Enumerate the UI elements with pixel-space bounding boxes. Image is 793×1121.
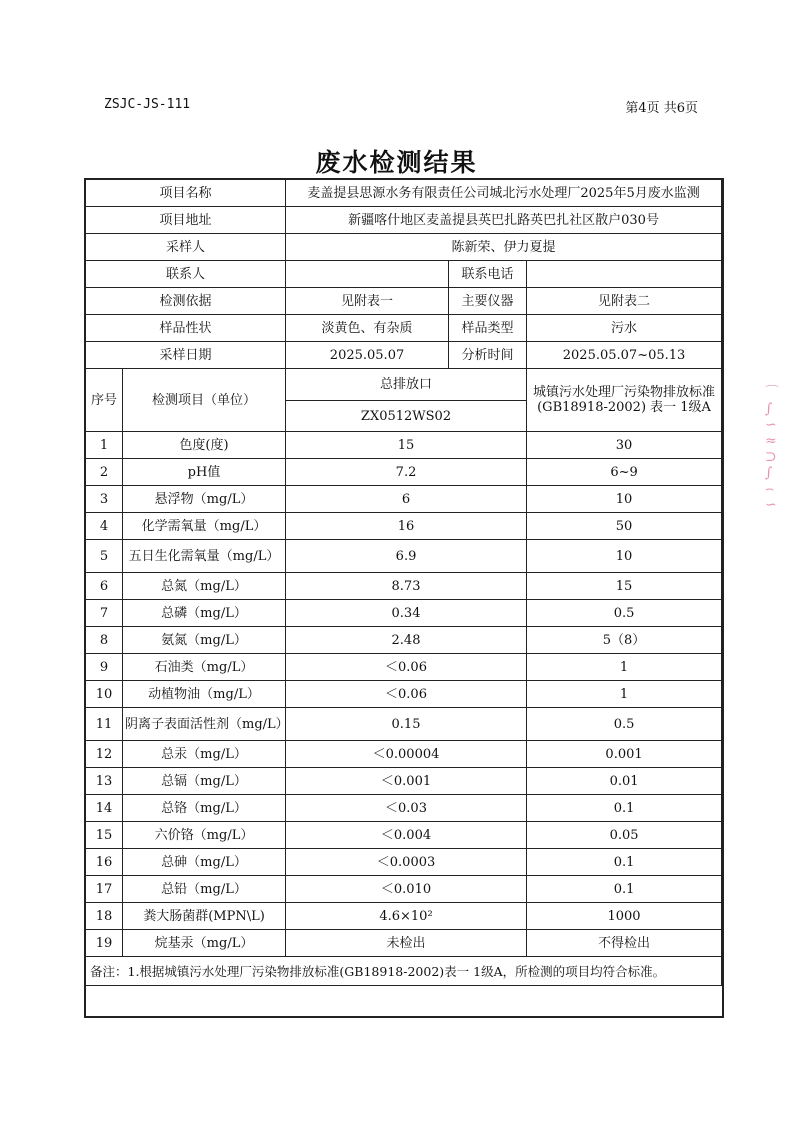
row-value: 15	[286, 432, 527, 459]
row-value: ＜0.06	[286, 681, 527, 708]
row-value: ＜0.00004	[286, 741, 527, 768]
info-row	[86, 315, 722, 342]
row-standard: 0.5	[527, 600, 722, 627]
contact-label: 联系人	[86, 261, 286, 288]
row-standard: 1	[527, 654, 722, 681]
row-standard: 10	[527, 486, 722, 513]
row-seq: 8	[86, 627, 123, 654]
table-row	[86, 486, 722, 513]
seal-stamp: ⌒ ∫ ∽ ≈ ⊃ ∫ ⌢ ∽	[765, 385, 779, 513]
row-seq: 14	[86, 795, 123, 822]
row-standard: 50	[527, 513, 722, 540]
table-row	[86, 768, 722, 795]
row-item: 总氮（mg/L）	[123, 573, 286, 600]
row-standard: 0.1	[527, 795, 722, 822]
row-standard: 0.1	[527, 876, 722, 903]
info-row	[86, 234, 722, 261]
project-address-value: 新疆喀什地区麦盖提县英巴扎路英巴扎社区散户030号	[286, 207, 722, 234]
sampling-date-label: 采样日期	[86, 342, 286, 369]
row-standard: 0.001	[527, 741, 722, 768]
row-item: 粪大肠菌群(MPN\L)	[123, 903, 286, 930]
contact-value	[286, 261, 449, 288]
row-seq: 7	[86, 600, 123, 627]
row-standard: 1000	[527, 903, 722, 930]
result-rows	[86, 432, 722, 957]
table-row	[86, 513, 722, 540]
row-item: 六价铬（mg/L）	[123, 822, 286, 849]
row-seq: 17	[86, 876, 123, 903]
row-standard: 10	[527, 540, 722, 573]
row-item: 总铬（mg/L）	[123, 795, 286, 822]
outlet-header: 总排放口	[286, 369, 527, 401]
table-row	[86, 930, 722, 957]
row-standard: 0.01	[527, 768, 722, 795]
page-number: 第4页 共6页	[625, 101, 698, 116]
row-item: 烷基汞（mg/L）	[123, 930, 286, 957]
table-row	[86, 627, 722, 654]
row-seq: 1	[86, 432, 123, 459]
project-address-label: 项目地址	[86, 207, 286, 234]
row-seq: 10	[86, 681, 123, 708]
row-seq: 16	[86, 849, 123, 876]
row-seq: 9	[86, 654, 123, 681]
row-item: 总铅（mg/L）	[123, 876, 286, 903]
row-item: pH值	[123, 459, 286, 486]
row-seq: 4	[86, 513, 123, 540]
row-seq: 11	[86, 708, 123, 741]
row-item: 石油类（mg/L）	[123, 654, 286, 681]
row-item: 化学需氧量（mg/L）	[123, 513, 286, 540]
row-standard: 1	[527, 681, 722, 708]
row-value: 2.48	[286, 627, 527, 654]
info-section	[86, 180, 722, 432]
row-item: 色度(度)	[123, 432, 286, 459]
row-standard: 15	[527, 573, 722, 600]
phone-label: 联系电话	[449, 261, 527, 288]
table-row	[86, 681, 722, 708]
row-seq: 5	[86, 540, 123, 573]
row-item: 总汞（mg/L）	[123, 741, 286, 768]
basis-label: 检测依据	[86, 288, 286, 315]
page-title: 废水检测结果	[315, 148, 478, 177]
table-row	[86, 654, 722, 681]
sample-property-value: 淡黄色、有杂质	[286, 315, 449, 342]
instrument-label: 主要仪器	[449, 288, 527, 315]
sampling-date-value: 2025.05.07	[286, 342, 449, 369]
results-header-row	[86, 369, 722, 401]
table-row	[86, 903, 722, 930]
table-row	[86, 432, 722, 459]
table-row	[86, 459, 722, 486]
row-value: ＜0.0003	[286, 849, 527, 876]
row-seq: 6	[86, 573, 123, 600]
row-item: 氨氮（mg/L）	[123, 627, 286, 654]
analysis-time-value: 2025.05.07~05.13	[527, 342, 722, 369]
seq-header: 序号	[86, 369, 123, 432]
sample-type-value: 污水	[527, 315, 722, 342]
results-table	[85, 179, 722, 986]
row-value: ＜0.06	[286, 654, 527, 681]
table-row	[86, 822, 722, 849]
row-standard: 0.05	[527, 822, 722, 849]
row-value: ＜0.010	[286, 876, 527, 903]
row-seq: 13	[86, 768, 123, 795]
note-text: 备注：1.根据城镇污水处理厂污染物排放标准(GB18918-2002)表一 1级A，所检测的项目均符合标准。	[86, 957, 722, 986]
row-value: ＜0.004	[286, 822, 527, 849]
item-header: 检测项目（单位）	[123, 369, 286, 432]
row-value: 4.6×10²	[286, 903, 527, 930]
row-standard: 不得检出	[527, 930, 722, 957]
sample-property-label: 样品性状	[86, 315, 286, 342]
row-value: 16	[286, 513, 527, 540]
info-row	[86, 342, 722, 369]
sampler-label: 采样人	[86, 234, 286, 261]
info-row	[86, 288, 722, 315]
row-value: 0.15	[286, 708, 527, 741]
project-name-label: 项目名称	[86, 180, 286, 207]
row-standard: 6~9	[527, 459, 722, 486]
document-code: ZSJC-JS-111	[104, 97, 191, 112]
row-value: ＜0.001	[286, 768, 527, 795]
row-value: 6.9	[286, 540, 527, 573]
table-row	[86, 849, 722, 876]
info-row	[86, 180, 722, 207]
sample-id-header: ZX0512WS02	[286, 401, 527, 432]
note-row	[86, 957, 722, 986]
row-seq: 3	[86, 486, 123, 513]
row-value: 6	[286, 486, 527, 513]
basis-value: 见附表一	[286, 288, 449, 315]
row-value: 0.34	[286, 600, 527, 627]
standard-header: 城镇污水处理厂污染物排放标准(GB18918-2002) 表一 1级A	[527, 369, 722, 432]
note-section	[86, 957, 722, 986]
row-item: 动植物油（mg/L）	[123, 681, 286, 708]
row-item: 总磷（mg/L）	[123, 600, 286, 627]
row-item: 总镉（mg/L）	[123, 768, 286, 795]
row-standard: 5（8）	[527, 627, 722, 654]
table-row	[86, 795, 722, 822]
row-item: 五日生化需氧量（mg/L）	[123, 540, 286, 573]
instrument-value: 见附表二	[527, 288, 722, 315]
row-standard: 0.5	[527, 708, 722, 741]
table-row	[86, 741, 722, 768]
row-value: 8.73	[286, 573, 527, 600]
row-item: 悬浮物（mg/L）	[123, 486, 286, 513]
row-seq: 19	[86, 930, 123, 957]
table-row	[86, 708, 722, 741]
phone-value	[527, 261, 722, 288]
row-value: 未检出	[286, 930, 527, 957]
analysis-time-label: 分析时间	[449, 342, 527, 369]
row-seq: 18	[86, 903, 123, 930]
info-row	[86, 261, 722, 288]
row-seq: 2	[86, 459, 123, 486]
row-value: 7.2	[286, 459, 527, 486]
table-row	[86, 573, 722, 600]
sampler-value: 陈新荣、伊力夏提	[286, 234, 722, 261]
sample-type-label: 样品类型	[449, 315, 527, 342]
table-row	[86, 540, 722, 573]
table-row	[86, 600, 722, 627]
row-item: 总砷（mg/L）	[123, 849, 286, 876]
project-name-value: 麦盖提县思源水务有限责任公司城北污水处理厂2025年5月废水监测	[286, 180, 722, 207]
row-value: ＜0.03	[286, 795, 527, 822]
row-seq: 12	[86, 741, 123, 768]
info-row	[86, 207, 722, 234]
row-seq: 15	[86, 822, 123, 849]
row-standard: 0.1	[527, 849, 722, 876]
row-standard: 30	[527, 432, 722, 459]
row-item: 阴离子表面活性剂（mg/L）	[123, 708, 286, 741]
table-row	[86, 876, 722, 903]
